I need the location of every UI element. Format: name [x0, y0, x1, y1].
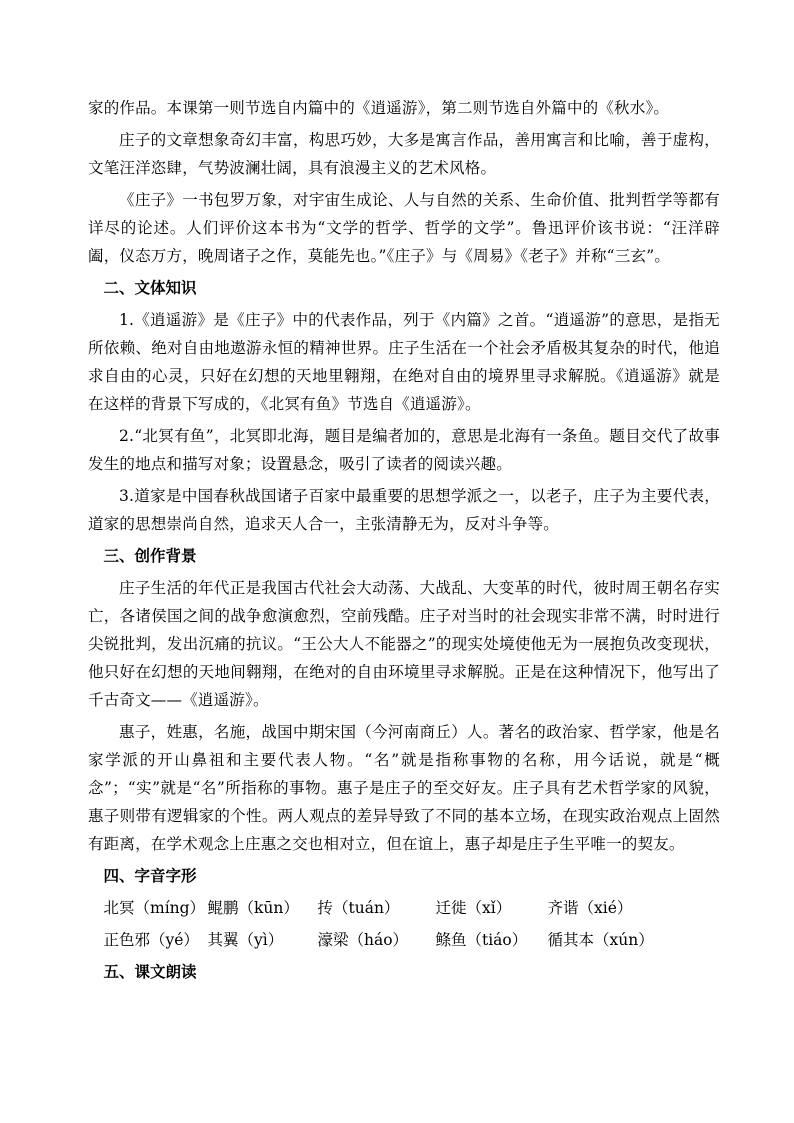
- paragraph-genre-3: 3.道家是中国春秋战国诸子百家中最重要的思想学派之一，以老子，庄子为主要代表，道家的思想崇尚自然，追求天人合一，主张清静无为，反对斗争等。: [88, 487, 720, 533]
- vocab-item: 抟（tuán）: [317, 899, 400, 917]
- section-heading-background: 三、创作背景: [103, 547, 197, 565]
- vocab-item: 鲦鱼（tiáo）: [435, 931, 528, 949]
- paragraph-genre-1: 1.《逍遥游》是《庄子》中的代表作品，列于《内篇》之首。“逍遥游”的意思，是指无所依赖、绝对自由地遨游永恒的精神世界。庄子生活在一个社会矛盾极其复杂的时代，他追求自由的心灵，只好在幻想的天地里翱翔，在绝对自由的境界里寻求解脱。《逍遥游》就是在这样的背景下写成的，《北冥有鱼》节选自《逍遥游》。: [88, 311, 720, 413]
- paragraph-continued: 家的作品。本课第一则节选自内篇中的《逍遥游》，第二则节选自外篇中的《秋水》。: [88, 99, 670, 117]
- vocab-item: 循其本（xún）: [547, 931, 654, 949]
- vocab-row-1: [88, 894, 720, 922]
- paragraph-background-1: 庄子生活的年代正是我国古代社会大动荡、大战乱、大变革的时代，彼时周王朝名存实亡，各诸侯国之间的战争愈演愈烈，空前残酷。庄子对当时的社会现实非常不满，时时进行尖锐批判，发出沉痛的抗议。“王公大人不能器之”的现实处境使他无为一展抱负改变现状，他只好在幻想的天地间翱翔，在绝对的自由环境里寻求解脱。正是在这种情况下，他写出了千古奇文——《逍遥游》。: [88, 579, 720, 709]
- paragraph-genre-2: 2.“北冥有鱼”，北冥即北海，题目是编者加的，意思是北海有一条鱼。题目交代了故事发生的地点和描写对象；设置悬念，吸引了读者的阅读兴趣。: [88, 427, 720, 473]
- vocab-item: 齐谐（xié）: [547, 899, 633, 917]
- section-heading-genre: 二、文体知识: [103, 279, 197, 297]
- paragraph-book-overview: 《庄子》一书包罗万象，对宇宙生成论、人与自然的关系、生命价值、批判哲学等都有详尽的论述。人们评价这本书为“文学的哲学、哲学的文学”。鲁迅评价该书说：“汪洋辟阖，仪态万方，晚周诸子之作，莫能先也。”《庄子》与《周易》《老子》并称“三玄”。: [88, 191, 720, 265]
- vocab-item: 北冥（míng）: [103, 899, 206, 917]
- vocab-item: 其翼（yì）: [207, 931, 284, 949]
- section-heading-pronunciation: 四、字音字形: [103, 867, 197, 885]
- vocab-item: 鲲鹏（kūn）: [207, 899, 299, 917]
- paragraph-background-2: 惠子，姓惠，名施，战国中期宋国（今河南商丘）人。著名的政治家、哲学家，他是名家学派的开山鼻祖和主要代表人物。“名”就是指称事物的名称，用今话说，就是“概念”；“实”就是“名”所指称的事物。惠子是庄子的至交好友。庄子具有艺术哲学家的风貌，惠子则带有逻辑家的个性。两人观点的差异导致了不同的基本立场，在现实政治观点上固然有距离，在学术观念上庄惠之交也相对立，但在谊上，惠子却是庄子生平唯一的契友。: [88, 723, 720, 853]
- document-body: [88, 94, 720, 990]
- vocab-item: 正色邪（yé）: [103, 931, 199, 949]
- section-heading-reading: 五、课文朗读: [103, 963, 197, 981]
- vocab-item: 迁徙（xǐ）: [435, 899, 512, 917]
- paragraph-style: 庄子的文章想象奇幻丰富，构思巧妙，大多是寓言作品，善用寓言和比喻，善于虚构，文笔汪洋恣肆，气势波澜壮阔，具有浪漫主义的艺术风格。: [88, 131, 720, 177]
- vocab-item: 濠梁（háo）: [317, 931, 409, 949]
- vocab-row-2: [88, 926, 720, 954]
